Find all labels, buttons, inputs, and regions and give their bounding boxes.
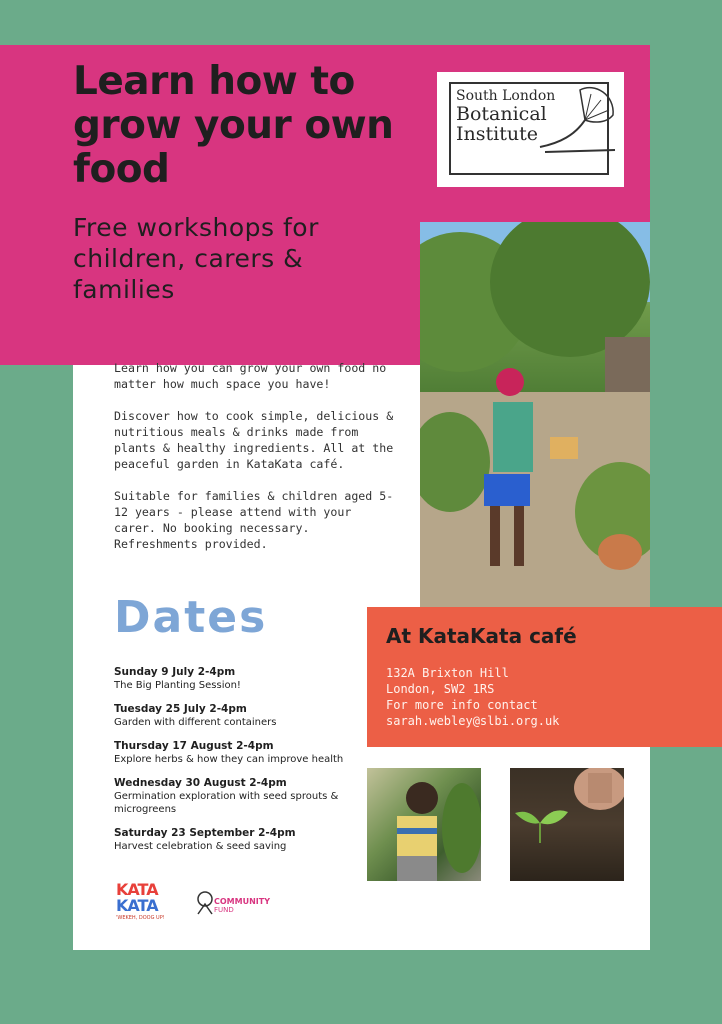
gardener-photo xyxy=(420,222,650,607)
date-item xyxy=(114,740,359,766)
date-label: Sunday 9 July 2-4pm xyxy=(114,666,236,678)
community-fund-logo xyxy=(194,888,276,918)
date-label: Saturday 23 September 2-4pm xyxy=(114,827,296,839)
katakata-tagline: 'WEKEH, DOOG UP! xyxy=(116,915,165,921)
katakata-logo-bottom: KATA xyxy=(116,896,158,915)
venue-address-line: 132A Brixton Hill xyxy=(386,666,509,680)
date-description: Harvest celebration & seed saving xyxy=(114,841,287,852)
venue-address-line: London, SW2 1RS xyxy=(386,682,495,696)
logo-line-1: South London xyxy=(456,88,556,104)
page-title: Learn how to grow your own food xyxy=(73,59,394,192)
venue-details xyxy=(386,665,706,729)
seedling-illustration xyxy=(510,768,624,881)
date-description: Germination exploration with seed sprouts & microgreens xyxy=(114,791,339,815)
date-label: Tuesday 25 July 2-4pm xyxy=(114,703,247,715)
date-item xyxy=(114,666,359,692)
date-item xyxy=(114,703,359,729)
intro-text xyxy=(114,360,394,568)
community-fund-icon xyxy=(194,890,216,916)
ginkgo-leaf-icon xyxy=(535,80,620,170)
venue-email-link[interactable]: sarah.webley@slbi.org.uk xyxy=(386,714,560,728)
seedling-photo xyxy=(510,768,624,881)
dates-heading: Dates xyxy=(114,592,268,643)
community-fund-line2: FUND xyxy=(214,906,234,914)
katakata-logo xyxy=(116,882,172,928)
logo-line-2: Botanical xyxy=(456,103,547,125)
date-description: Explore herbs & how they can improve health xyxy=(114,754,344,765)
gardener-photo-illustration xyxy=(420,222,650,607)
venue-contact-label: For more info contact xyxy=(386,698,538,712)
intro-paragraph: Learn how you can grow your own food no matter how much space you have! xyxy=(114,361,387,391)
child-gardening-illustration xyxy=(367,768,481,881)
date-description: The Big Planting Session! xyxy=(114,680,241,691)
date-label: Wednesday 30 August 2-4pm xyxy=(114,777,287,789)
logo-line-3: Institute xyxy=(456,123,538,145)
child-gardening-photo xyxy=(367,768,481,881)
venue-title: At KataKata café xyxy=(386,624,577,648)
intro-paragraph: Suitable for families & children aged 5-12 years - please attend with your carer. No booking necessary. Refreshments provided. xyxy=(114,489,394,551)
date-label: Thursday 17 August 2-4pm xyxy=(114,740,274,752)
page-subtitle: Free workshops for children, carers & families xyxy=(73,213,319,304)
date-description: Garden with different containers xyxy=(114,717,277,728)
community-fund-line1: COMMUNITY xyxy=(214,897,271,906)
date-item xyxy=(114,777,359,816)
intro-paragraph: Discover how to cook simple, delicious & nutritious meals & drinks made from plants & healthy ingredients. All at the peaceful garden in KataKata café. xyxy=(114,409,394,471)
dates-list xyxy=(114,666,359,864)
date-item xyxy=(114,827,359,853)
katakata-logo-top: KATA xyxy=(116,880,158,899)
